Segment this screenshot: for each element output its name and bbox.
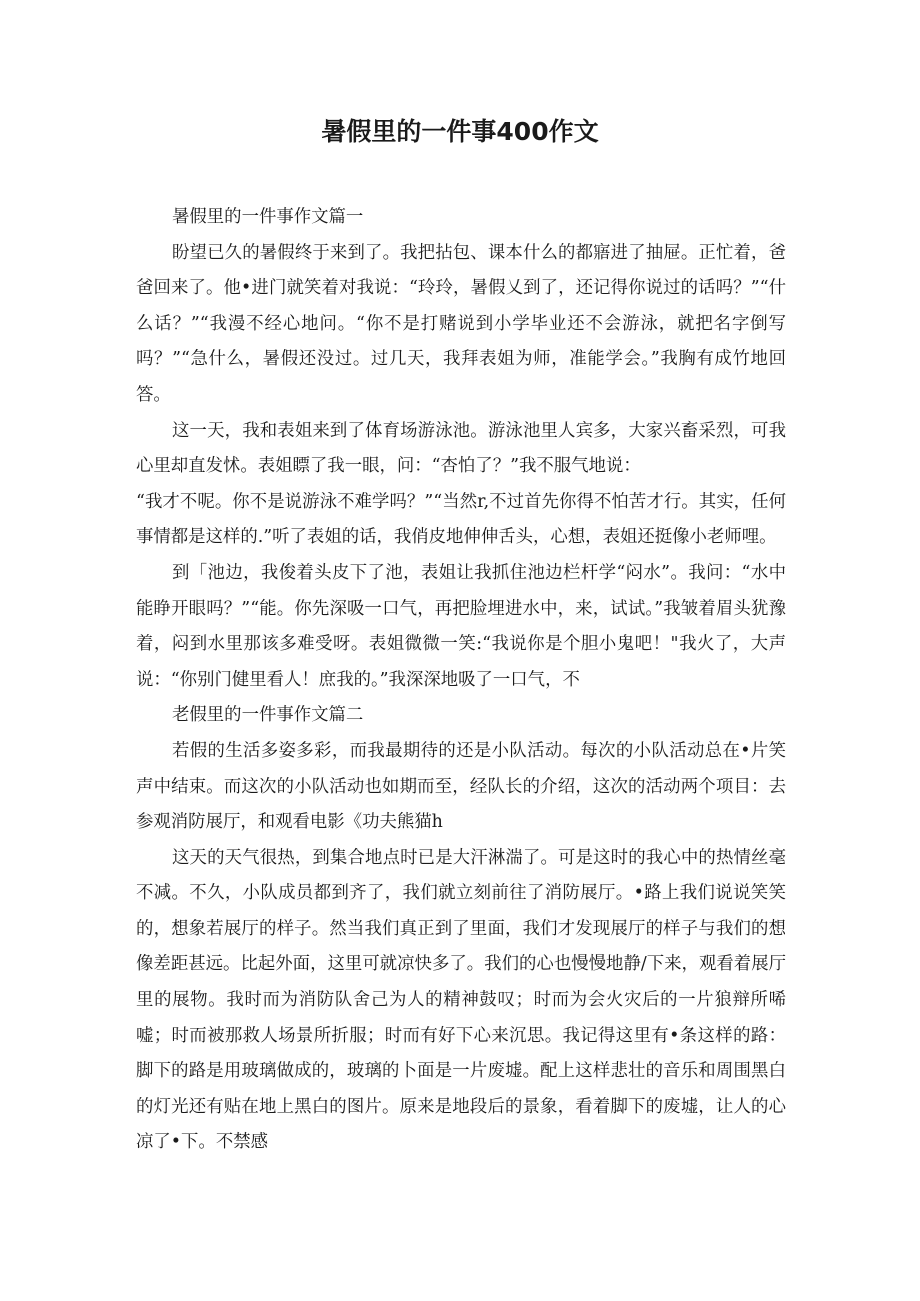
paragraph: 这天的天气很热，到集合地点时已是大汗淋湍了。可是这时的我心中的热情丝毫不减。不久，小队成员都到齐了，我们就立刻前往了消防展厅。•路上我们说说笑笑的，想象若展厅的样子。然当我们真正到了里面，我们才发现展厅的样子与我们的想像差距甚远。比起外面，这里可就凉快多了。我们的心也慢慢地静/下来，观看着展厅里的展物。我时而为消防队舍己为人的精神鼓叹；时而为会火灾后的一片狼辩所唏嘘；时而被那救人场景所折服；时而有好下心来沉思。我记得这里有•条这样的路：脚下的路是用玻璃做成的，玻璃的卜面是一片废墟。配上这样悲壮的音乐和周围黑白的灯光还有贴在地上黑白的图片。原来是地段后的景象，看着脚下的废墟，让人的心凉了•下。不禁感 xyxy=(136,847,786,1153)
paragraph: 若假的生活多姿多彩，而我最期待的还是小队活动。每次的小队活动总在•片笑声中结束。而这次的小队活动也如期而至，经队长的介绍，这次的活动两个项目：去参观消防展厅，和观看电影《功夫熊猫h xyxy=(136,740,786,833)
document-body xyxy=(136,200,786,1161)
section-heading: 暑假里的一件事作文篇一 xyxy=(172,207,364,227)
paragraph-continuation: “我才不呢。你不是说游泳不难学吗？”“当然r,不过首先你得不怕苦才行。其实，任何事情都是这样的.”听了表姐的话，我俏皮地伸伸舌头，心想，表姐还挺像小老师哩。 xyxy=(136,491,786,548)
paragraph: 盼望已久的暑假终于来到了。我把拈包、课本什么的都寤进了抽屉。正忙着，爸爸回来了。他•进门就笑着对我说：“玲玲，暑假乂到了，还记得你说过的话吗？”“什么话？”“我漫不经心地问。“你不是打赌说到小学毕业还不会游泳，就把名字倒写吗？”“急什么，暑假还没过。过几天，我拜表姐为师，准能学会。”我胸有成竹地回答。 xyxy=(136,242,786,405)
document-title: 暑假里的一件事400作文 xyxy=(321,117,599,146)
paragraph: 这一天，我和表姐来到了体育场游泳池。游泳池里人宾多，大家兴畜采烈，可我心里却直发怵。表姐瞟了我一眼，问：“杏怕了？”我不服气地说： xyxy=(136,420,786,477)
paragraph: 到「池边，我俊着头皮下了池，表姐让我抓住池边栏杆学“闷水”。我问：“水中能睁开眼吗？”“能。你先深吸一口气，再把脸埋进水中，来，试试。”我皱着眉头犹豫着，闷到水里那该多难受呀。表姐微微一笑:“我说你是个胆小鬼吧！"我火了，大声说：“你别门健里看人！庶我的。”我深深地吸了一口气，不 xyxy=(136,562,786,690)
section-heading: 老假里的一件事作文篇二 xyxy=(172,705,364,726)
